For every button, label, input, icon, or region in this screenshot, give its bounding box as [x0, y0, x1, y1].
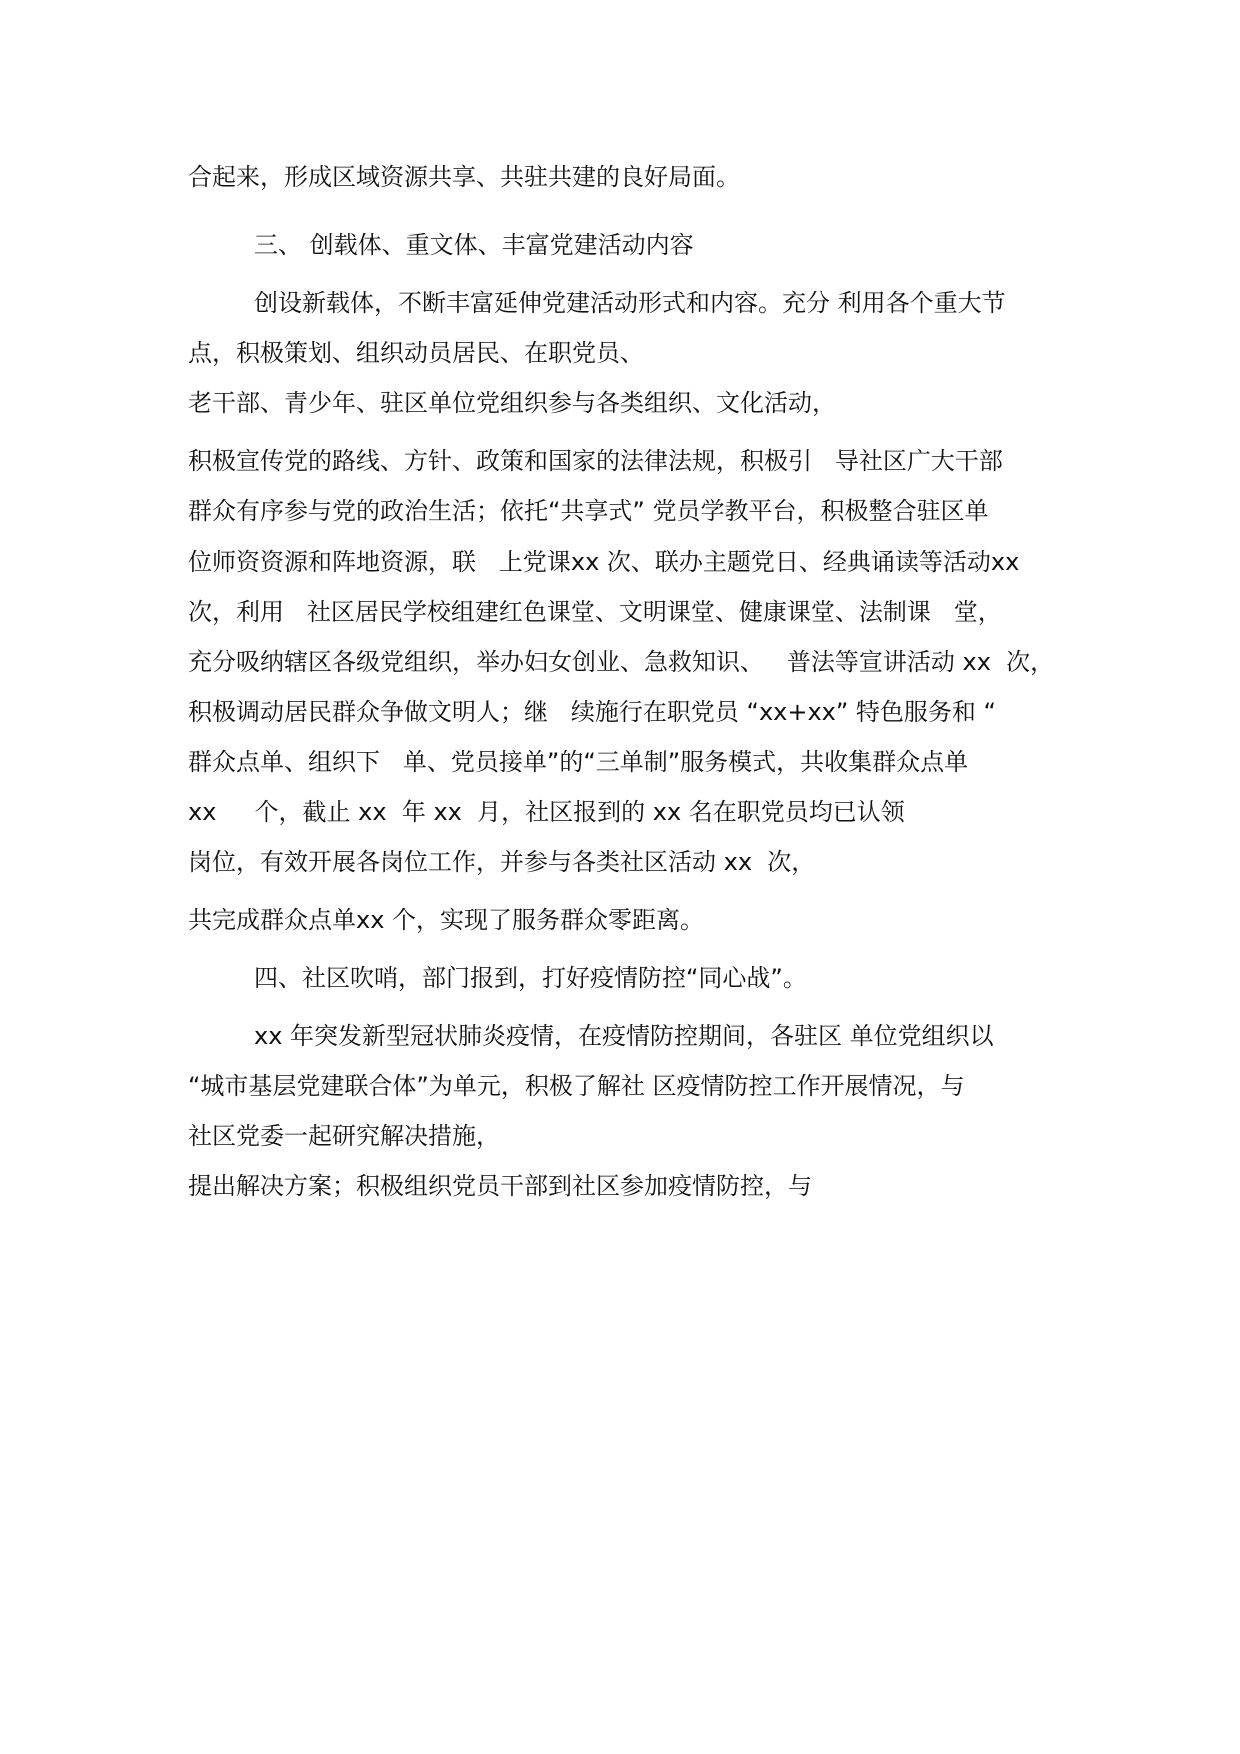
- text-line-9: 次，利用 社区居民学校组建红色课堂、文明课堂、健康课堂、法制课 堂，: [188, 598, 1002, 626]
- text-line-18: “城市基层党建联合体”为单元，积极了解社 区疫情防控工作开展情况，与: [188, 1072, 965, 1100]
- text-line-14: 岗位，有效开展各岗位工作，并参与各类社区活动 xx 次，: [188, 848, 816, 876]
- text-line-10: 充分吸纳辖区各级党组织，举办妇女创业、急救知识、 普法等宣讲活动 xx 次，: [188, 648, 1055, 676]
- section-heading-4: 四、社区吹哨，部门报到，打好疫情防控“同心战”。: [254, 964, 807, 992]
- text-line-19: 社区党委一起研究解决措施，: [188, 1122, 500, 1150]
- text-line-17: xx 年突发新型冠状肺炎疫情，在疫情防控期间，各驻区 单位党组织以: [254, 1022, 994, 1050]
- text-line-7: 群众有序参与党的政治生活；依托“共享式” 党员学教平台，积极整合驻区单: [188, 497, 989, 525]
- text-line-8: 位师资资源和阵地资源，联 上党课xx 次、联办主题党日、经典诵读等活动xx: [188, 548, 1020, 576]
- text-line-13: xx 个，截止 xx 年 xx 月，社区报到的 xx 名在职党员均已认领: [188, 798, 905, 826]
- text-line-12: 群众点单、组织下 单、党员接单”的“三单制”服务模式，共收集群众点单: [188, 748, 969, 776]
- text-line-1: 合起来，形成区域资源共享、共驻共建的良好局面。: [188, 163, 740, 191]
- text-line-4: 点，积极策划、组织动员居民、在职党员、: [188, 339, 644, 367]
- text-line-15: 共完成群众点单xx 个，实现了服务群众零距离。: [188, 906, 705, 934]
- section-heading-3: 三、 创载体、重文体、丰富党建活动内容: [254, 231, 694, 259]
- text-line-11: 积极调动居民群众争做文明人；继 续施行在职党员 “xx+xx” 特色服务和 “: [188, 698, 996, 726]
- text-line-3: 创设新载体，不断丰富延伸党建活动形式和内容。充分 利用各个重大节: [254, 289, 1006, 317]
- text-line-5: 老干部、青少年、驻区单位党组织参与各类组织、文化活动，: [188, 389, 836, 417]
- text-line-6: 积极宣传党的路线、方针、政策和国家的法律法规，积极引 导社区广大干部: [188, 447, 1003, 475]
- text-line-20: 提出解决方案；积极组织党员干部到社区参加疫情防控，与: [188, 1172, 812, 1200]
